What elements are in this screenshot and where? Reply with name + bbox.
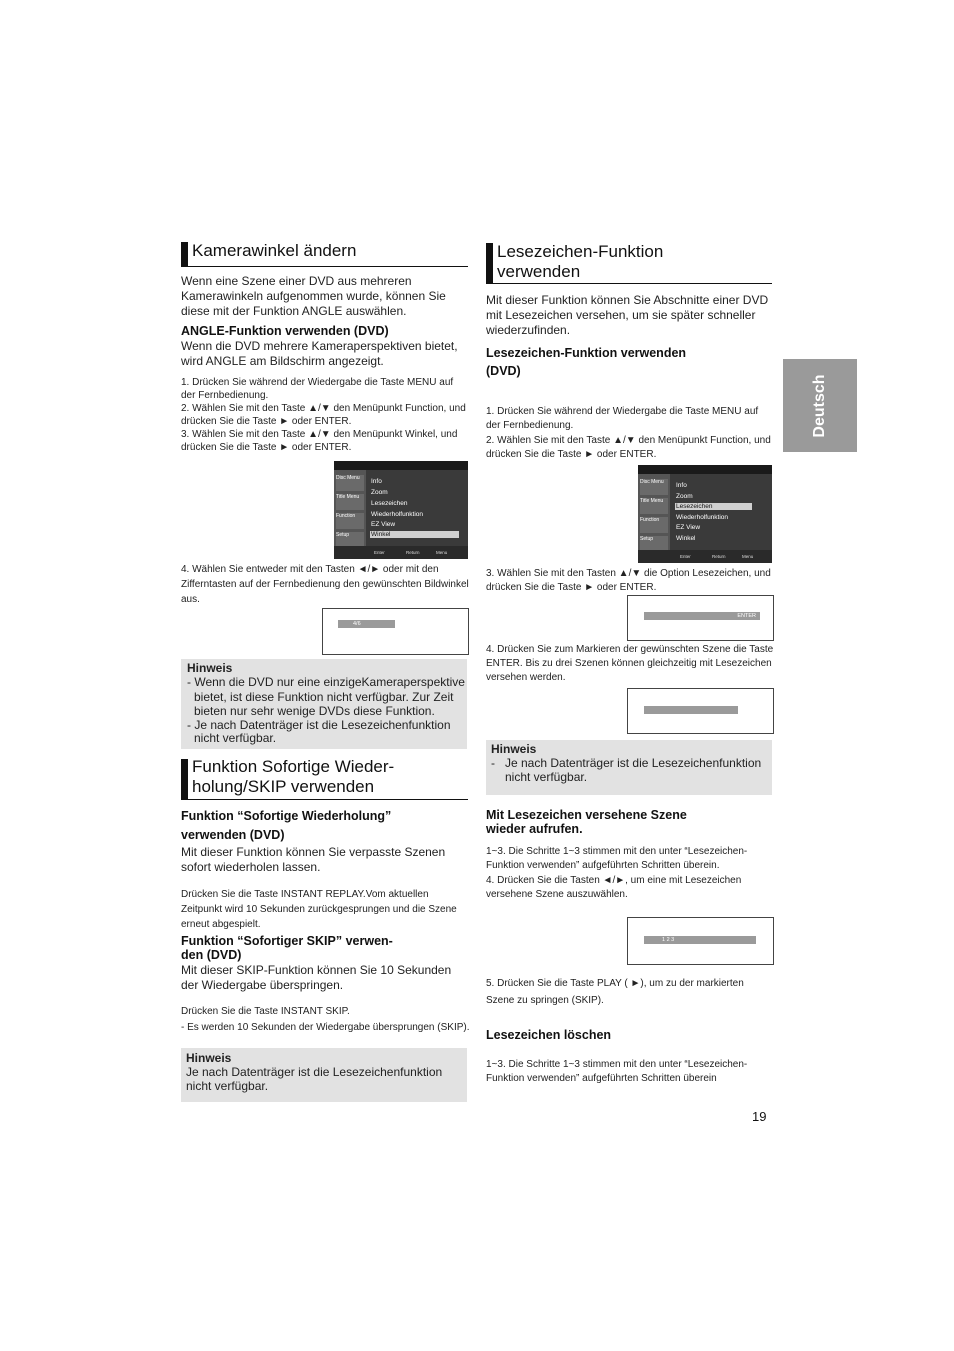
skip-sub2-line1: Funktion “Sofortiger SKIP” verwen-	[181, 934, 393, 948]
heading-bar	[181, 759, 188, 800]
lesezeichen-sub1-line2: (DVD)	[486, 364, 521, 378]
kamera-step-2: 2. Wählen Sie mit den Taste ▲/▼ den Menüpunkt Function, und drücken Sie die Taste ► oder ENTER.	[181, 403, 466, 427]
note-title: Hinweis	[491, 742, 537, 756]
recall-step-4: 4. Drücken Sie die Tasten ◄/►, um eine mit Lesezeichen versehene Szene auszuwählen.	[486, 875, 742, 900]
skip-title-2: holung/SKIP verwenden	[192, 777, 375, 796]
angle-display: 4/6	[338, 620, 395, 628]
lesezeichen-title-2: verwenden	[497, 262, 581, 281]
menu-item-selected: Winkel	[370, 531, 459, 538]
menu-screenshot	[334, 461, 468, 559]
skip-sub2-small2: - Es werden 10 Sekunden der Wiedergabe übersprungen (SKIP).	[181, 1022, 470, 1033]
menu-side-item: Disc Menu	[336, 475, 364, 491]
divider	[181, 799, 468, 800]
note-text: Je nach Datenträger ist die Lesezeichenfunktion nicht verfügbar.	[186, 1065, 443, 1093]
note-line: - Je nach Datenträger ist die Lesezeichenfunktion	[187, 718, 451, 732]
heading-bar	[181, 242, 188, 267]
kamera-intro: Wenn eine Szene einer DVD aus mehreren Kamerawinkeln aufgenommen wurde, können Sie diese mit der Funktion ANGLE auswählen.	[181, 274, 446, 318]
menu-item: EZ View	[676, 524, 701, 531]
lesezeichen-step-1: 1. Drücken Sie während der Wiedergabe die Taste MENU auf der Fernbedienung.	[486, 406, 759, 431]
delete-subheading: Lesezeichen löschen	[486, 1028, 612, 1042]
kamera-title: Kamerawinkel ändern	[192, 241, 357, 260]
recall-step-1-3: 1~3. Die Schritte 1~3 stimmen mit den unter “Lesezeichen-Funktion verwenden” aufgeführten Schritten überein.	[486, 846, 748, 871]
kamera-step-1: 1. Drücken Sie während der Wiedergabe die Taste MENU auf der Fernbedienung.	[181, 377, 454, 401]
delete-step-1-3: 1~3. Die Schritte 1~3 stimmen mit den unter “Lesezeichen-Funktion verwenden” aufgeführten Schritten überein	[486, 1059, 748, 1084]
skip-sub2-text: Mit dieser SKIP-Funktion können Sie 10 Sekunden der Wiedergabe überspringen.	[181, 963, 452, 992]
note-line: - Wenn die DVD nur eine einzigeKameraperspektive	[187, 675, 465, 689]
menu-screenshot	[638, 465, 772, 563]
menu-hint: Enter	[374, 550, 385, 555]
skip-sub2-small1: Drücken Sie die Taste INSTANT SKIP.	[181, 1006, 350, 1017]
skip-sub1-small: Drücken Sie die Taste INSTANT REPLAY.Vom aktuellen Zeitpunkt wird 10 Sekunden zurückgesprungen und die Szene erneut abgespielt.	[181, 889, 457, 930]
skip-sub1-line2: verwenden (DVD)	[181, 828, 285, 842]
menu-sidebar	[334, 470, 366, 546]
note-text: Je nach Datenträger ist die Lesezeichenfunktion nicht verfügbar.	[505, 756, 762, 784]
menu-item: Zoom	[371, 489, 388, 496]
menu-hint: Return	[712, 554, 726, 559]
note-line: bietet, ist diese Funktion nicht verfügbar. Zur Zeit	[194, 690, 454, 704]
kamera-step-4: 4. Wählen Sie entweder mit den Tasten ◄/► oder mit den Zifferntasten auf der Fernbedienung den gewünschten Bildwinkel aus.	[181, 564, 469, 605]
menu-item: Wiederholfunktion	[371, 511, 424, 518]
kamera-step-3: 3. Wählen Sie mit den Taste ▲/▼ den Menüpunkt Winkel, und drücken Sie die Taste ► oder ENTER.	[181, 429, 458, 453]
kamera-subtext: Wenn die DVD mehrere Kameraperspektiven bietet, wird ANGLE am Bildschirm angezeigt.	[181, 339, 458, 368]
bookmark-bar	[644, 706, 738, 714]
menu-side-item: Function	[336, 513, 364, 529]
lesezeichen-step-2: 2. Wählen Sie mit den Taste ▲/▼ den Menüpunkt Function, und drücken Sie die Taste ► oder ENTER.	[486, 435, 771, 460]
menu-side-item: Function	[640, 517, 668, 533]
menu-item: EZ View	[371, 521, 396, 528]
skip-sub2-line2: den (DVD)	[181, 948, 242, 962]
lesezeichen-note: Hinweis - Je nach Datenträger ist die Lesezeichenfunktion nicht verfügbar.	[486, 740, 772, 795]
menu-item: Zoom	[676, 493, 693, 500]
menu-side-item: Setup	[336, 532, 364, 548]
language-tab-label: Deutsch	[811, 373, 828, 438]
bookmark-marks: 1 2 3	[644, 936, 756, 944]
heading-bar	[486, 243, 493, 283]
menu-bottombar	[638, 550, 772, 563]
note-title: Hinweis	[187, 661, 233, 675]
menu-hint: Menu	[742, 554, 754, 559]
bookmark-display-box	[627, 688, 774, 734]
bookmark-display-box	[627, 917, 774, 965]
divider	[181, 266, 468, 267]
lesezeichen-intro: Mit dieser Funktion können Sie Abschnitte einer DVD mit Lesezeichen versehen, um sie später schneller wiederzufinden.	[486, 293, 769, 337]
menu-side-item: Title Menu	[336, 494, 364, 510]
menu-side-item: Setup	[640, 536, 668, 552]
lesezeichen-step-3: 3. Wählen Sie mit den Tasten ▲/▼ die Option Lesezeichen, und drücken Sie die Taste ► oder ENTER.	[486, 568, 771, 593]
menu-hint: Menu	[436, 550, 448, 555]
page-number: 19	[752, 1109, 767, 1124]
skip-sub1-line1: Funktion “Sofortige Wiederholung”	[181, 809, 392, 823]
language-tab	[783, 359, 857, 452]
menu-item: Winkel	[676, 535, 696, 542]
skip-title-1: Funktion Sofortige Wieder-	[192, 757, 395, 776]
divider	[486, 283, 772, 284]
lesezeichen-title-1: Lesezeichen-Funktion	[497, 242, 664, 261]
menu-bottombar	[334, 546, 468, 559]
angle-display-box	[322, 608, 469, 655]
recall-sub-line1: Mit Lesezeichen versehene Szene	[486, 808, 687, 822]
recall-sub-line2: wieder aufrufen.	[486, 822, 583, 836]
note-line: nicht verfügbar.	[194, 731, 277, 745]
recall-step-5: 5. Drücken Sie die Taste PLAY ( ►), um zu der markierten Szene zu springen (SKIP).	[486, 978, 744, 1006]
bookmark-display-box	[627, 595, 774, 641]
menu-hint: Return	[406, 550, 420, 555]
skip-sub1-text: Mit dieser Funktion können Sie verpasste Szenen sofort wiederholen lassen.	[181, 845, 446, 874]
menu-item: Info	[676, 482, 687, 489]
menu-side-item: Disc Menu	[640, 479, 668, 495]
note-line: bieten nur sehr wenige DVDs diese Funktion.	[194, 704, 435, 718]
skip-note	[181, 1048, 467, 1102]
kamera-note	[181, 659, 467, 749]
menu-topbar	[638, 465, 772, 474]
note-title: Hinweis	[186, 1051, 232, 1065]
menu-item: Wiederholfunktion	[676, 514, 729, 521]
menu-item: Info	[371, 478, 382, 485]
menu-item-selected: Lesezeichen	[675, 503, 752, 510]
menu-side-item: Title Menu	[640, 498, 668, 514]
lesezeichen-sub1-line1: Lesezeichen-Funktion verwenden	[486, 346, 687, 360]
menu-hint: Enter	[680, 554, 691, 559]
menu-sidebar	[638, 474, 670, 550]
lesezeichen-step-4: 4. Drücken Sie zum Markieren der gewünschten Szene die Taste ENTER. Bis zu drei Szenen können gleichzeitig mit Lesezeichen versehen werden.	[486, 644, 774, 683]
menu-topbar	[334, 461, 468, 470]
menu-item: Lesezeichen	[371, 500, 408, 507]
kamera-subheading: ANGLE-Funktion verwenden (DVD)	[181, 324, 389, 338]
bookmark-bar: ENTER	[644, 612, 760, 620]
